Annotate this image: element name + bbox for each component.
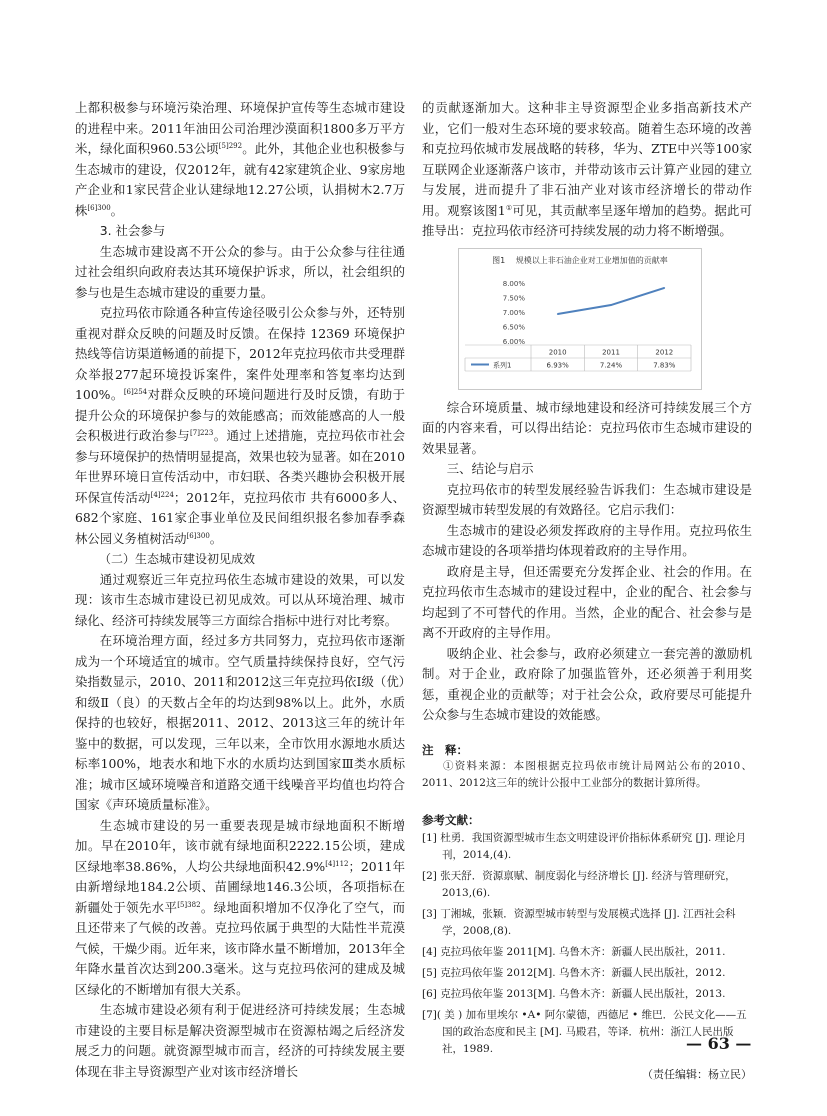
reference-item: [7]( 美 ) 加布里埃尔 •A• 阿尔蒙德，西德尼 • 维巴．公民文化——五国的政治态度和民主 [M]. 马殿君，等译．杭州：浙江人民出版社，1989.	[422, 1008, 747, 1055]
reference-item: [5] 克拉玛依年鉴 2012[M]. 乌鲁木齐：新疆人民出版社，2012.	[422, 966, 726, 979]
reference-item: [4] 克拉玛依年鉴 2011[M]. 乌鲁木齐：新疆人民出版社，2011.	[422, 945, 726, 958]
paragraph: 上都积极参与环境污染治理、环境保护宣传等生态城市建设的进程中来。2011年油田公司治理沙漠面积1800多万平方米，绿化面积960.53公顷$^{[5]292}$。此外，其他企业也积极参与生态城市的建设，仅2012年，就有42家建筑企业、9家房地产企业和1家民营企业认建绿地12.27公顷，认捐树木2.7万株$^{[6]300}$。	[75, 100, 406, 218]
data-point	[610, 304, 612, 306]
data-label: 6.93%	[546, 361, 569, 369]
references-list	[422, 830, 752, 1058]
paragraph: 综合环境质量、城市绿地建设和经济可持续发展三个方面的内容来看，可以得出结论：克拉玛依市生态城市建设的效果显著。	[422, 399, 752, 456]
notes-title: 注 释：	[422, 742, 468, 757]
right-column	[422, 98, 752, 1082]
reference-item: [2] 张天舒．资源禀赋、制度弱化与经济增长 [J]. 经济与管理研究，2013,(6).	[422, 869, 736, 899]
data-point	[557, 313, 559, 315]
legend-label: 系列1	[493, 361, 512, 369]
paragraph: 生态城市建设必须有利于促进经济可持续发展；生态城市建设的主要目标是解决资源型城市在资源枯竭之后经济发展乏力的问题。就资源型城市而言，经济的可持续发展主要体现在非主导资源型产业对该市经济增长	[75, 1002, 405, 1079]
paragraph: 通过观察近三年克拉玛依生态城市建设的效果，可以发现：该市生态城市建设已初见成效。可以从环境治理、城市绿化、经济可持续发展等三方面综合指标中进行对比考察。	[75, 571, 405, 628]
section-heading: （二）生态城市建设初见成效	[99, 552, 256, 566]
paragraph: 生态城市建设的另一重要表现是城市绿地面积不断增加。早在2010年，该市就有绿地面积2222.15公顷，建成区绿地率38.86%，人均公共绿地面积42.9%$^{[4]112}$；2011年由新增绿地184.2公顷、苗圃绿地146.3公顷，各项指标在新疆处于领先水平$^{[5]382}$。绿地面积增加不仅净化了空气，而且还带来了气候的改善。克拉玛依属于典型的大陆性半荒漠气候，干燥少雨。近年来，该市降水量不断增加，2013年全年降水量首次达到200.3毫米。这与克拉玛依河的建成及城区绿化的不断增加有很大关系。	[75, 817, 406, 997]
x-tick-label: 2011	[602, 348, 620, 356]
paragraph: 吸纳企业、社会参与，政府必须建立一套完善的激励机制。对于企业，政府除了加强监管外，还必须善于利用奖惩，重视企业的贡献等；对于社会公众，政府要尽可能提升公众参与生态城市建设的效能感。	[422, 645, 752, 722]
y-tick-label: 6.00%	[502, 337, 525, 346]
chart-svg	[459, 249, 701, 389]
y-tick-label: 7.00%	[502, 308, 525, 317]
section-heading: 三、结论与启示	[446, 461, 534, 476]
chart-title: 图1 规模以上非石油企业对工业增加值的贡献率	[492, 255, 668, 265]
references-title: 参考文献：	[422, 812, 480, 827]
data-point	[664, 287, 666, 289]
x-tick-label: 2010	[548, 348, 567, 356]
paragraph: 克拉玛依市除通各种宣传途径吸引公众参与外，还特别重视对群众反映的问题及时反馈。在保持 12369 环境保护热线等信访渠道畅通的前提下，2012年克拉玛依市共受理群众举报277起环境投诉案件，案件处理率和答复率均达到100%。$^{[6]254}$对群众反映的环境问题进行及时反馈，有助于提升公众的环境保护参与的效能感高；而效能感高的人一般会积极进行政治参与$^{[7]223}$。通过上述措施，克拉玛依市社会参与环境保护的热情明显提高，效果也较为显著。如在2010年世界环境日宣传活动中，市妇联、各类兴趣协会积极开展环保宣传活动$^{[4]224}$；2012年，克拉玛依市 共有6000多人、682个家庭、161家企事业单位及民间组织报名参加春季森林公园义务植树活动$^{[6]300}$。	[75, 305, 406, 546]
paragraph: 在环境治理方面，经过多方共同努力，克拉玛依市逐渐成为一个环境适宜的城市。空气质量持续保持良好，空气污染指数显示，2010、2011和2012这三年克拉玛依Ⅰ级（优）和级Ⅱ（良）的天数占全年的均达到98%以上。此外，水质保持的也较好，根据2011、2012、2013这三年的统计年鉴中的数据，可以发现，三年以来，全市饮用水源地水质达标率100%，地表水和地下水的水质均达到国家Ⅲ类水质标准；城市区域环境噪音和道路交通干线噪音平均值也均符合国家《声环境质量标准》。	[75, 633, 405, 812]
paragraph: 政府是主导，但还需要充分发挥企业、社会的作用。在克拉玛依市生态城市的建设过程中，企业的配合、社会参与均起到了不可替代的作用。当然，企业的配合、社会参与是离不开政府的主导作用。	[422, 563, 752, 640]
paragraph: 生态城市的建设必须发挥政府的主导作用。克拉玛依生态城市建设的各项举措均体现着政府的主导作用。	[422, 522, 752, 558]
reference-item: [3] 丁湘城，张颖．资源型城市转型与发展模式选择 [J]. 江西社会科学，2008,(8).	[422, 907, 736, 937]
reference-item: [6] 克拉玛依年鉴 2013[M]. 乌鲁木齐：新疆人民出版社，2013.	[422, 987, 726, 1000]
editor-credit: （责任编辑：杨立民）	[642, 1067, 752, 1081]
subsection-heading: 3. 社会参与	[99, 223, 166, 238]
paragraph: 克拉玛依市的转型发展经验告诉我们：生态城市建设是资源型城市转型发展的有效路径。它启示我们：	[422, 481, 752, 517]
x-tick-label: 2012	[655, 348, 674, 356]
y-tick-label: 6.50%	[502, 323, 525, 331]
left-column	[75, 98, 405, 1082]
page-number: — 63 —	[686, 1034, 752, 1053]
data-label: 7.24%	[599, 361, 623, 369]
data-label: 7.83%	[653, 361, 676, 369]
y-tick-label: 7.50%	[502, 294, 525, 302]
y-tick-label: 8.00%	[502, 279, 525, 288]
series-line	[558, 287, 665, 313]
contribution-chart	[458, 248, 702, 390]
reference-item: [1] 杜勇．我国资源型城市生态文明建设评价指标体系研究 [J]. 理论月刊，2014,(4).	[422, 831, 747, 861]
paragraph: 生态城市建设离不开公众的参与。由于公众参与往往通过社会组织向政府表达其环境保护诉求，所以，社会组织的参与也是生态城市建设的重要力量。	[75, 243, 405, 300]
paragraph: 的贡献逐渐加大。这种非主导资源型企业多指高新技术产业，它们一般对生态环境的要求较高。随着生态环境的改善和克拉玛依城市发展战略的转移，华为、ZTE中兴等100家互联网企业逐渐落户该市，并带动该市云计算产业园的建立与发展，进而提升了非石油产业对该市经济增长的带动作用。观察该图1①可见，其贡献率呈逐年增加的趋势。据此可推导出：克拉玛依市经济可持续发展的动力将不断增强。	[422, 100, 753, 238]
note: ①资料来源：本图根据克拉玛依市统计局网站公布的2010、2011、2012这三年的统计公报中工业部分的数据计算所得。	[422, 759, 752, 789]
